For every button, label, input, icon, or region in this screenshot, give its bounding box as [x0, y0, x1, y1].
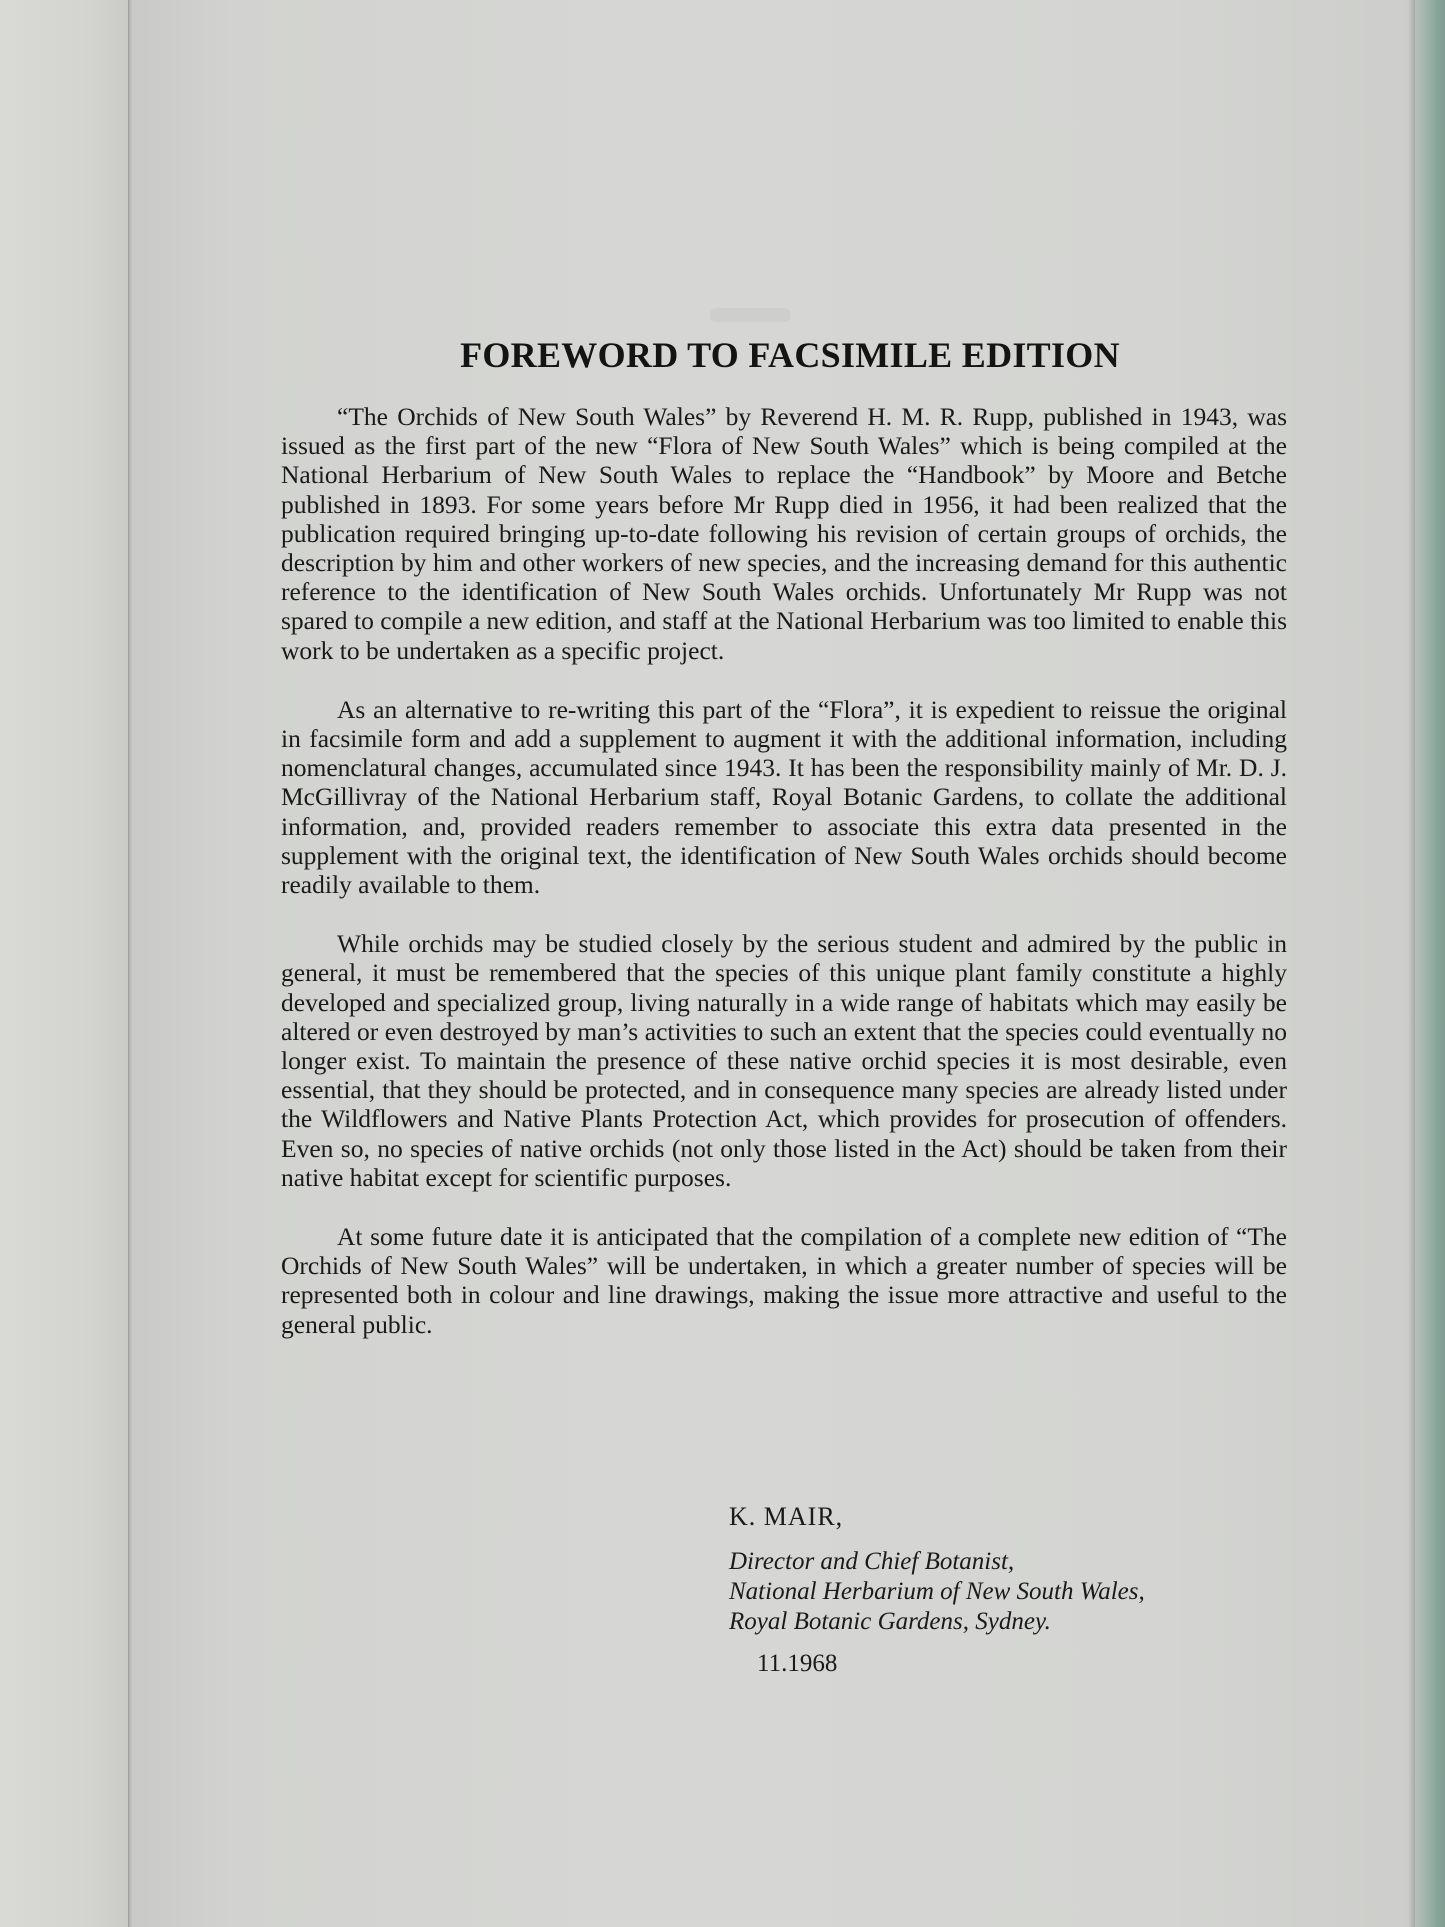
left-page-margin: [0, 0, 130, 1927]
paragraph-4: At some future date it is anticipated that the compilation of a complete new edition of “The Orchids of New South Wales” will be undertaken, in which a greater number of species will be represented both in colour and line drawings, making the issue more attractive and useful to the general public.: [281, 1222, 1287, 1339]
signature-block: [729, 1501, 1329, 1679]
page-title: FOREWORD TO FACSIMILE EDITION: [460, 335, 1120, 375]
paragraph-3: While orchids may be studied closely by the serious student and admired by the public in general, it must be remembered that the species of this unique plant family constitute a highly developed and specialized group, living naturally in a wide range of habitats which may easily be altered or even destroyed by man’s activities to such an extent that the species could eventually no longer exist. To maintain the presence of these native orchid species it is most desirable, even essential, that they should be protected, and in consequence many species are already listed under the Wildflowers and Native Plants Protection Act, which provides for prosecution of offenders. Even so, no species of native orchids (not only those listed in the Act) should be taken from their native habitat except for scientific purposes.: [281, 929, 1287, 1192]
signatory-title-line-3: Royal Botanic Gardens, Sydney.: [729, 1608, 1051, 1635]
foreword-body: [281, 402, 1287, 1369]
signatory-name: K. MAIR,: [729, 1502, 844, 1531]
signatory-title-line-2: National Herbarium of New South Wales,: [729, 1578, 1145, 1605]
show-through-smudge: [710, 308, 790, 322]
paragraph-2: As an alternative to re-writing this part of the “Flora”, it is expedient to reissue the original in facsimile form and add a supplement to augment it with the additional information, including nomenclatural changes, accumulated since 1943. It has been the responsibility mainly of Mr. D. J. McGillivray of the National Herbarium staff, Royal Botanic Gardens, to collate the additional information, and, provided readers remember to associate this extra data presented in the supplement with the original text, the identification of New South Wales orchids should become readily available to them.: [281, 694, 1287, 900]
paragraph-1: “The Orchids of New South Wales” by Reverend H. M. R. Rupp, published in 1943, was issued as the first part of the new “Flora of New South Wales” which is being compiled at the National Herbarium of New South Wales to replace the “Handbook” by Moore and Betche published in 1893. For some years before Mr Rupp died in 1956, it had been realized that the publication required bringing up-to-date following his revision of certain groups of orchids, the description by him and other workers of new species, and the increasing demand for this authentic reference to the identification of New South Wales orchids. Unfortunately Mr Rupp was not spared to compile a new edition, and staff at the National Herbarium was too limited to enable this work to be undertaken as a specific project.: [281, 402, 1287, 665]
signature-date: 11.1968: [757, 1650, 838, 1677]
cover-edge: [1415, 0, 1445, 1927]
signatory-title-line-1: Director and Chief Botanist,: [729, 1548, 1015, 1575]
